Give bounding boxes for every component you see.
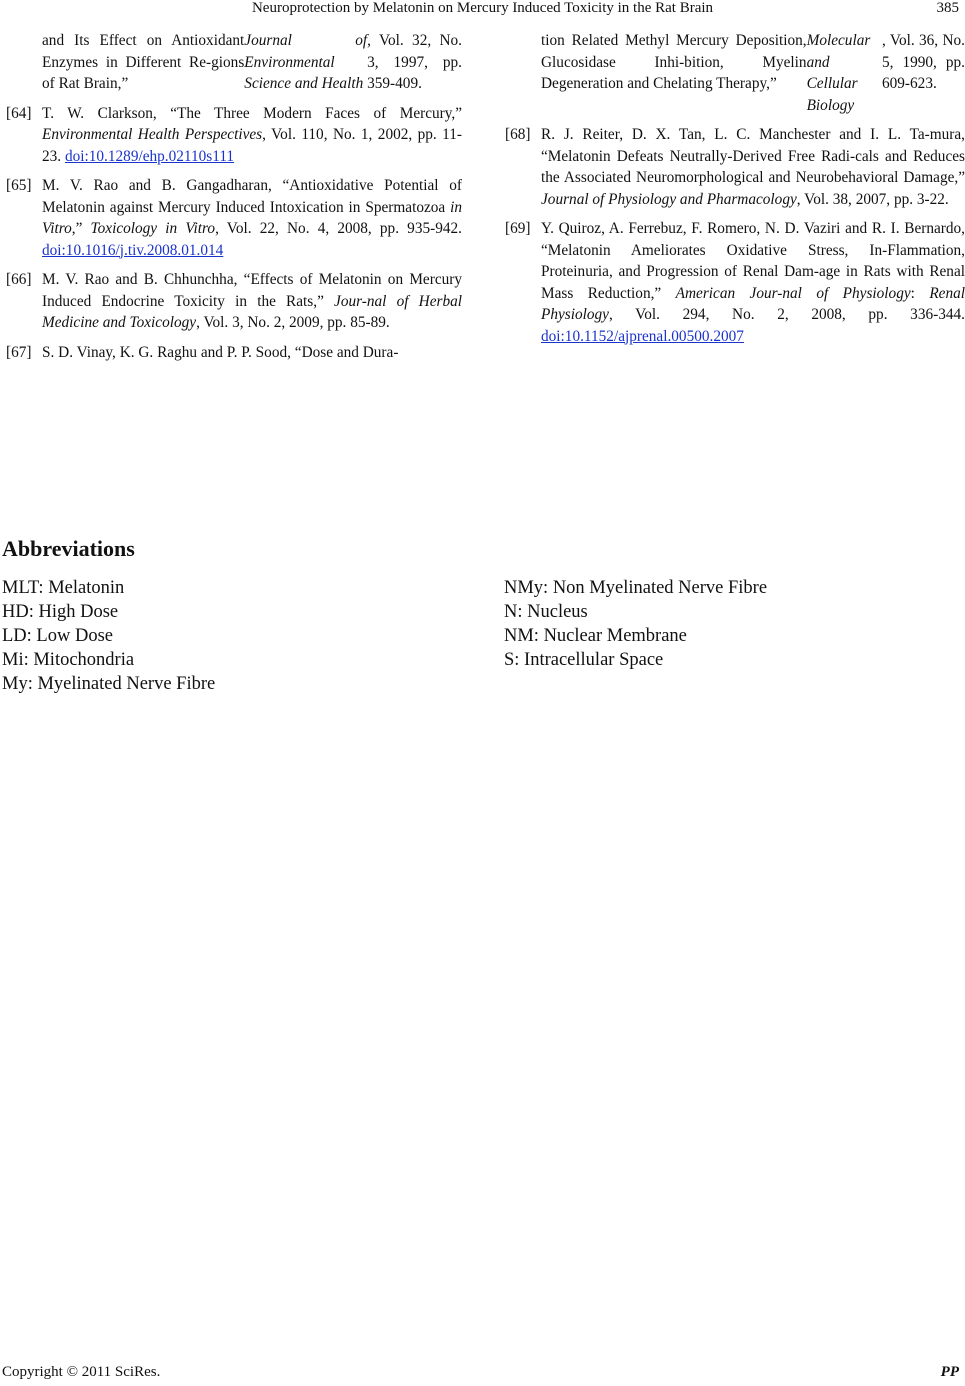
reference-number: [69]: [505, 220, 531, 237]
reference-entry: [6, 269, 462, 334]
reference-italic-text: Jour-nal of Herbal Medicine and Toxicology: [42, 292, 462, 331]
reference-number: [66]: [6, 271, 32, 288]
abbreviations-heading: Abbreviations: [2, 536, 135, 561]
reference-italic-text: Renal Physiology: [541, 284, 965, 323]
reference-italic-text: in Vitro: [42, 198, 462, 237]
doi-link[interactable]: doi:10.1016/j.tiv.2008.01.014: [42, 241, 224, 259]
references-left-column: [6, 30, 462, 371]
reference-text-run: , Vol. 110, No. 1, 2002, pp. 11-23.: [42, 126, 463, 165]
reference-text: [541, 124, 965, 210]
reference-entry: [6, 342, 462, 364]
reference-text-run: , Vol. 36, No. 5, 1990, pp. 609-623.: [881, 32, 965, 92]
reference-italic-text: Environmental Health Perspectives: [42, 126, 263, 143]
abbreviation-item: S: Intracellular Space: [504, 650, 664, 670]
reference-text-run: :: [910, 284, 930, 302]
reference-italic-text: Molecular and Cellular Biology: [806, 32, 871, 114]
reference-text-run: R. J. Reiter, D. X. Tan, L. C. Manchester and I. L. Ta-mura, “Melatonin Defeats Neutrally-Derived Free Radi-cals and Reduces the Associated Neuromorphological and Neurobehavioral Damage,”: [541, 126, 965, 186]
copyright-notice: Copyright © 2011 SciRes.: [2, 1364, 161, 1380]
running-title: Neuroprotection by Melatonin on Mercury Induced Toxicity in the Rat Brain: [251, 0, 714, 16]
abbreviation-item: N: Nucleus: [504, 602, 588, 622]
reference-text-run: , Vol. 38, 2007, pp. 3-22.: [796, 190, 949, 208]
reference-text-run: tion Related Methyl Mercury Deposition, Glucosidase Inhi-bition, Myelin Degeneration and Chelating Therapy,”: [541, 32, 807, 92]
abbreviation-item: My: Myelinated Nerve Fibre: [2, 674, 216, 694]
doi-link[interactable]: doi:10.1152/ajprenal.00500.2007: [541, 327, 744, 345]
abbreviation-item: MLT: Melatonin: [2, 578, 125, 598]
abbreviation-item: NMy: Non Myelinated Nerve Fibre: [504, 578, 768, 598]
reference-text-run: Y. Quiroz, A. Ferrebuz, F. Romero, N. D. Vaziri and R. I. Bernardo, “Melatonin Ameliorates Oxidative Stress, In-Flammation, Proteinuria, and Progression of Renal Dam-age in Rats with Renal Mass Reduction,”: [541, 220, 965, 302]
running-header: [0, 0, 965, 22]
reference-number: [65]: [6, 177, 32, 194]
reference-text: [541, 218, 965, 347]
abbreviation-item: Mi: Mitochondria: [2, 650, 135, 670]
reference-entry: [505, 30, 965, 116]
reference-text: [42, 342, 462, 364]
reference-entry: [6, 30, 462, 95]
reference-text-run: M. V. Rao and B. Gangadharan, “Antioxidative Potential of Melatonin against Mercury Induced Intoxication in Spermatozoa: [42, 177, 462, 216]
reference-italic-text: Journal of Physiology and Pharmacology: [541, 190, 797, 208]
reference-text-run: M. V. Rao and B. Chhunchha, “Effects of Melatonin on Mercury Induced Endocrine Toxicity in the Rats,”: [42, 271, 462, 310]
abbreviations-left-list: [2, 576, 215, 696]
abbreviation-item: NM: Nuclear Membrane: [504, 626, 687, 646]
reference-text: [42, 103, 462, 168]
reference-text-run: S. D. Vinay, K. G. Raghu and P. P. Sood, “Dose and Dura-: [42, 343, 399, 361]
reference-text-run: , Vol. 294, No. 2, 2008, pp. 336-344.: [608, 306, 965, 323]
reference-text-run: , Vol. 3, No. 2, 2009, pp. 85-89.: [196, 314, 390, 331]
reference-text-run: T. W. Clarkson, “The Three Modern Faces of Mercury,”: [42, 104, 462, 122]
reference-italic-text: Journal of Environmental Science and Health: [244, 32, 368, 92]
reference-text-run: ,”: [71, 220, 91, 237]
abbreviation-item: HD: High Dose: [2, 602, 119, 622]
reference-number: [67]: [6, 343, 32, 361]
reference-number: [64]: [6, 104, 32, 122]
abbreviation-item: LD: Low Dose: [2, 626, 113, 646]
reference-text-run: and Its Effect on Antioxidant Enzymes in Different Re-gions of Rat Brain,”: [42, 32, 245, 92]
reference-text: [42, 175, 462, 261]
reference-entry: [6, 175, 462, 261]
doi-link[interactable]: doi:10.1289/ehp.02110s111: [64, 147, 235, 165]
references-right-column: [505, 30, 965, 355]
page-number: 385: [936, 0, 959, 16]
reference-entry: [505, 218, 965, 347]
reference-text: [42, 269, 462, 334]
reference-text-run: , Vol. 22, No. 4, 2008, pp. 935-942.: [215, 220, 462, 237]
reference-italic-text: American Jour-nal of Physiology: [675, 284, 911, 302]
reference-italic-text: Toxicology in Vitro: [90, 220, 216, 237]
abbreviations-right-list: [504, 576, 767, 672]
reference-number: [68]: [505, 126, 531, 143]
reference-entry: [6, 103, 462, 168]
journal-mark: PP: [940, 1364, 959, 1380]
reference-text-run: , Vol. 32, No. 3, 1997, pp. 359-409.: [367, 32, 463, 92]
reference-entry: [505, 124, 965, 210]
